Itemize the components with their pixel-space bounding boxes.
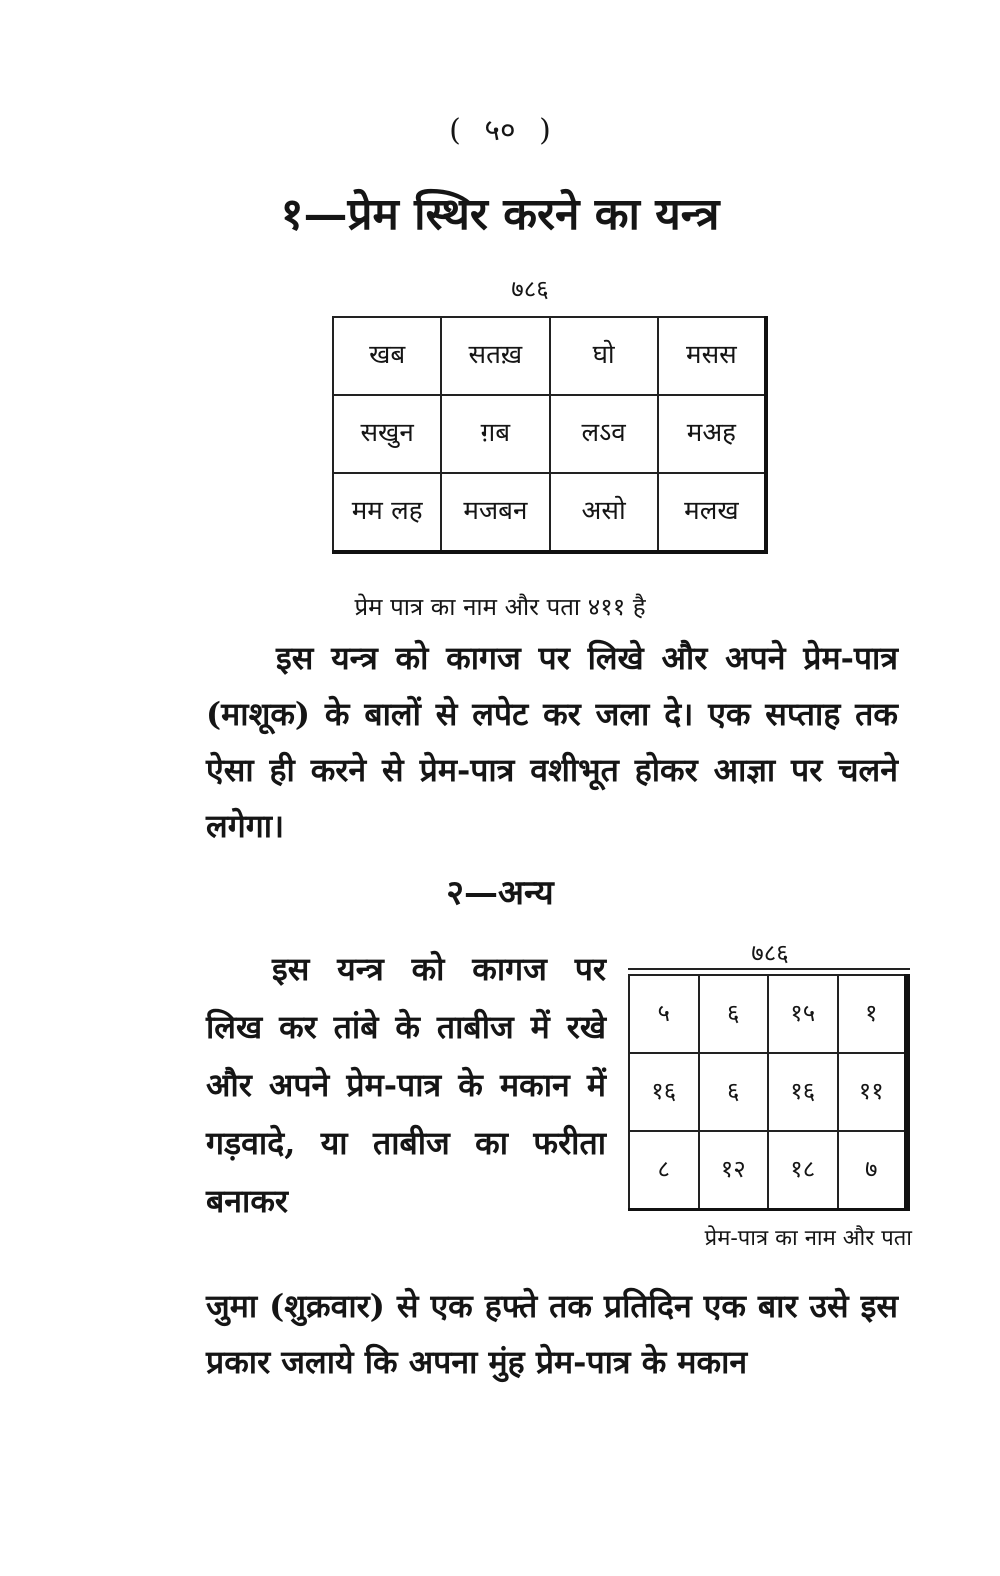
section-1-paragraph: इस यन्त्र को कागज पर लिखे और अपने प्रेम-पात्र (माशूक) के बालों से लपेट कर जला दे। एक सप्ताह तक ऐसा ही करने से प्रेम-पात्र वशीभूत होकर आज्ञा पर चलने लगेगा। (206, 639, 898, 845)
grid-cell: घो (550, 317, 658, 395)
grid-row (333, 395, 766, 473)
yantra-1-number-header: ७८६ (511, 275, 549, 303)
grid-row (629, 1131, 907, 1210)
grid-row (629, 1053, 907, 1131)
grid-row (333, 317, 766, 395)
grid-row (333, 473, 766, 552)
grid-cell: मसस (658, 317, 766, 395)
grid-cell: मअह (658, 395, 766, 473)
grid-cell: सखुन (333, 395, 441, 473)
yantra-1-grid (332, 316, 768, 554)
section-1-title: १—प्रेम स्थिर करने का यन्त्र (280, 189, 720, 240)
yantra-2-top-rule (628, 968, 910, 970)
grid-cell: १ (838, 975, 908, 1053)
grid-cell: १२ (699, 1131, 769, 1210)
grid-cell: सतख़ (441, 317, 549, 395)
grid-cell: खब (333, 317, 441, 395)
yantra-2-number-header: ७८६ (751, 939, 789, 967)
grid-cell: ११ (838, 1053, 908, 1131)
grid-cell: ७ (838, 1131, 908, 1210)
section-2-continuation-paragraph: जुमा (शुक्रवार) से एक हफ्ते तक प्रतिदिन एक बार उसे इस प्रकार जलाये कि अपना मुंह प्रेम-पात्र के मकान (206, 1287, 898, 1381)
grid-cell: मजबन (441, 473, 549, 552)
section-2-side-paragraph: इस यन्त्र को कागज पर लिख कर तांबे के ताबीज में रखे और अपने प्रेम-पात्र के मकान में गड़वादे, या ताबीज का फरीता बनाकर (206, 950, 606, 1220)
grid-cell: १५ (768, 975, 838, 1053)
grid-row (629, 975, 907, 1053)
yantra-1-caption: प्रेम पात्र का नाम और पता ४११ है (354, 593, 646, 621)
grid-cell: ग़ब (441, 395, 549, 473)
grid-cell: १६ (768, 1053, 838, 1131)
grid-cell: १६ (629, 1053, 699, 1131)
grid-cell: ६ (699, 1053, 769, 1131)
yantra-2-grid (628, 974, 910, 1211)
page-number: ( ५० ) (449, 113, 551, 148)
grid-cell: ८ (629, 1131, 699, 1210)
section-2-title: २—अन्य (446, 873, 554, 913)
grid-cell: मलख (658, 473, 766, 552)
yantra-2-caption: प्रेम-पात्र का नाम और पता (704, 1226, 912, 1251)
grid-cell: मम लह (333, 473, 441, 552)
grid-cell: लऽव (550, 395, 658, 473)
grid-cell: ५ (629, 975, 699, 1053)
grid-cell: १८ (768, 1131, 838, 1210)
grid-cell: ६ (699, 975, 769, 1053)
grid-cell: असो (550, 473, 658, 552)
